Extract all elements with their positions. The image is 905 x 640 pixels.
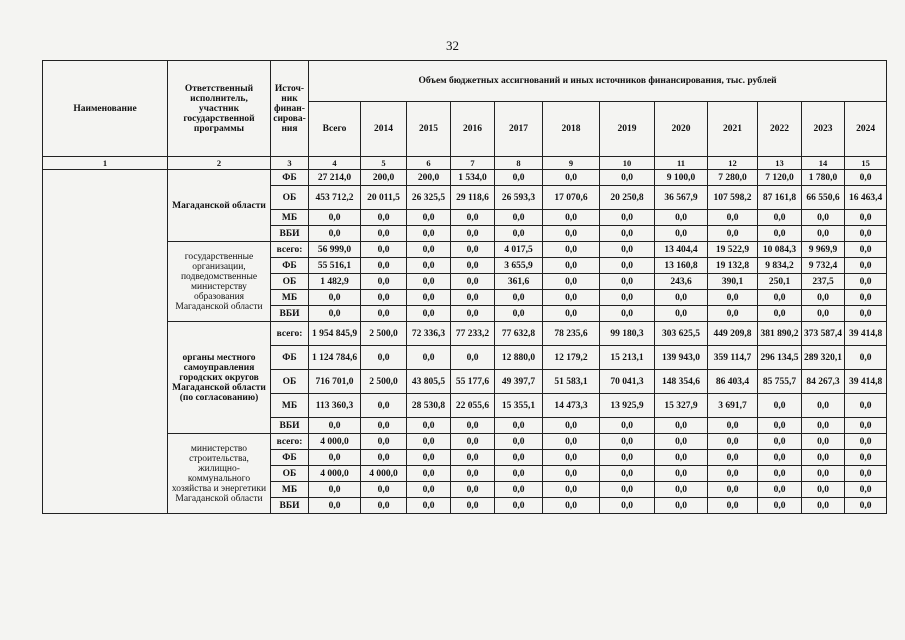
value-cell: 243,6 [655,274,708,290]
value-cell: 0,0 [845,210,887,226]
value-cell: 0,0 [600,210,655,226]
value-cell: 0,0 [758,394,802,418]
value-cell: 0,0 [845,290,887,306]
value-cell: 0,0 [543,290,600,306]
value-cell: 0,0 [845,242,887,258]
value-cell: 296 134,5 [758,346,802,370]
value-cell: 0,0 [543,170,600,186]
value-cell: 0,0 [407,434,451,450]
value-cell: 373 587,4 [802,322,845,346]
column-index: 5 [361,157,407,170]
value-cell: 0,0 [845,346,887,370]
value-cell: 0,0 [802,394,845,418]
source-cell: ОБ [271,186,309,210]
executor-cell: министерство строительства, жилищно-коммунального хозяйства и энергетики Магаданской области [168,434,271,514]
value-cell: 39 414,8 [845,322,887,346]
column-index: 13 [758,157,802,170]
value-cell: 0,0 [451,450,495,466]
value-cell: 7 280,0 [708,170,758,186]
value-cell: 1 124 784,6 [309,346,361,370]
value-cell: 0,0 [451,346,495,370]
value-cell: 0,0 [600,498,655,514]
value-cell: 0,0 [495,418,543,434]
value-cell: 0,0 [845,450,887,466]
header-executor: Ответственный исполнитель, участник государственной программы [168,61,271,157]
value-cell: 4 000,0 [361,466,407,482]
value-cell: 56 999,0 [309,242,361,258]
source-cell: МБ [271,290,309,306]
value-cell: 0,0 [361,434,407,450]
header-year: 2018 [543,102,600,157]
value-cell: 15 327,9 [655,394,708,418]
value-cell: 0,0 [309,418,361,434]
value-cell: 0,0 [802,466,845,482]
value-cell: 86 403,4 [708,370,758,394]
value-cell: 0,0 [361,290,407,306]
value-cell: 0,0 [543,274,600,290]
value-cell: 200,0 [361,170,407,186]
column-index: 7 [451,157,495,170]
value-cell: 78 235,6 [543,322,600,346]
value-cell: 13 160,8 [655,258,708,274]
value-cell: 0,0 [543,306,600,322]
value-cell: 0,0 [543,450,600,466]
value-cell: 381 890,2 [758,322,802,346]
value-cell: 250,1 [758,274,802,290]
value-cell: 0,0 [361,306,407,322]
value-cell: 55 516,1 [309,258,361,274]
value-cell: 20 011,5 [361,186,407,210]
value-cell: 0,0 [361,226,407,242]
value-cell: 0,0 [600,290,655,306]
name-cell [43,170,168,514]
value-cell: 0,0 [758,290,802,306]
source-cell: всего: [271,322,309,346]
value-cell: 716 701,0 [309,370,361,394]
value-cell: 0,0 [543,242,600,258]
value-cell: 0,0 [407,482,451,498]
value-cell: 36 567,9 [655,186,708,210]
value-cell: 0,0 [309,450,361,466]
value-cell: 0,0 [495,498,543,514]
value-cell: 0,0 [407,346,451,370]
value-cell: 0,0 [407,418,451,434]
page-number: 32 [446,38,459,53]
value-cell: 237,5 [802,274,845,290]
value-cell: 0,0 [655,450,708,466]
value-cell: 0,0 [845,498,887,514]
value-cell: 0,0 [543,482,600,498]
value-cell: 0,0 [708,450,758,466]
column-index: 4 [309,157,361,170]
value-cell: 0,0 [708,434,758,450]
value-cell: 0,0 [407,226,451,242]
value-cell: 66 550,6 [802,186,845,210]
header-year: 2019 [600,102,655,157]
table-row [43,322,887,346]
value-cell: 0,0 [451,210,495,226]
column-index: 12 [708,157,758,170]
value-cell: 0,0 [495,482,543,498]
value-cell: 0,0 [758,226,802,242]
value-cell: 0,0 [802,290,845,306]
value-cell: 13 404,4 [655,242,708,258]
value-cell: 0,0 [758,498,802,514]
value-cell: 0,0 [407,450,451,466]
value-cell: 449 209,8 [708,322,758,346]
value-cell: 0,0 [708,418,758,434]
source-cell: ВБИ [271,226,309,242]
value-cell: 0,0 [309,290,361,306]
column-index: 14 [802,157,845,170]
value-cell: 0,0 [708,498,758,514]
value-cell: 0,0 [802,450,845,466]
value-cell: 0,0 [802,306,845,322]
value-cell: 0,0 [845,394,887,418]
source-cell: ВБИ [271,418,309,434]
value-cell: 0,0 [309,226,361,242]
header-funding: Объем бюджетных ассигнований и иных источников финансирования, тыс. рублей [309,61,887,102]
value-cell: 0,0 [845,170,887,186]
value-cell: 0,0 [600,258,655,274]
header-year: 2022 [758,102,802,157]
source-cell: ОБ [271,370,309,394]
header-name: Наименование [43,61,168,157]
value-cell: 12 179,2 [543,346,600,370]
value-cell: 1 954 845,9 [309,322,361,346]
value-cell: 0,0 [361,346,407,370]
header-year: Всего [309,102,361,157]
value-cell: 0,0 [708,466,758,482]
value-cell: 113 360,3 [309,394,361,418]
source-cell: ОБ [271,466,309,482]
executor-cell: государственные организации, подведомственные министерству образования Магаданской области [168,242,271,322]
value-cell: 0,0 [407,466,451,482]
header-year: 2017 [495,102,543,157]
source-cell: МБ [271,394,309,418]
value-cell: 0,0 [802,498,845,514]
value-cell: 16 463,4 [845,186,887,210]
value-cell: 13 925,9 [600,394,655,418]
header-year: 2015 [407,102,451,157]
value-cell: 0,0 [451,274,495,290]
value-cell: 0,0 [361,274,407,290]
value-cell: 4 000,0 [309,466,361,482]
value-cell: 0,0 [361,482,407,498]
value-cell: 0,0 [845,306,887,322]
value-cell: 0,0 [600,242,655,258]
value-cell: 12 880,0 [495,346,543,370]
value-cell: 0,0 [845,466,887,482]
value-cell: 0,0 [758,434,802,450]
executor-cell: органы местного самоуправления городских округов Магаданской области (по согласованию) [168,322,271,434]
value-cell: 0,0 [495,290,543,306]
value-cell: 107 598,2 [708,186,758,210]
value-cell: 0,0 [309,482,361,498]
value-cell: 0,0 [543,434,600,450]
value-cell: 0,0 [600,450,655,466]
value-cell: 0,0 [708,226,758,242]
value-cell: 0,0 [543,258,600,274]
source-cell: ФБ [271,450,309,466]
value-cell: 0,0 [758,210,802,226]
source-cell: ФБ [271,346,309,370]
value-cell: 453 712,2 [309,186,361,210]
value-cell: 0,0 [309,210,361,226]
value-cell: 0,0 [708,306,758,322]
value-cell: 26 325,5 [407,186,451,210]
value-cell: 0,0 [845,482,887,498]
value-cell: 3 691,7 [708,394,758,418]
value-cell: 0,0 [451,306,495,322]
value-cell: 0,0 [495,306,543,322]
source-cell: ОБ [271,274,309,290]
value-cell: 0,0 [600,226,655,242]
value-cell: 0,0 [309,306,361,322]
column-index: 3 [271,157,309,170]
value-cell: 0,0 [708,482,758,498]
value-cell: 148 354,6 [655,370,708,394]
value-cell: 0,0 [407,210,451,226]
value-cell: 3 655,9 [495,258,543,274]
value-cell: 0,0 [845,418,887,434]
value-cell: 15 355,1 [495,394,543,418]
value-cell: 200,0 [407,170,451,186]
value-cell: 27 214,0 [309,170,361,186]
header-year: 2016 [451,102,495,157]
value-cell: 0,0 [655,434,708,450]
value-cell: 1 482,9 [309,274,361,290]
value-cell: 7 120,0 [758,170,802,186]
value-cell: 0,0 [361,418,407,434]
value-cell: 0,0 [758,482,802,498]
value-cell: 0,0 [802,226,845,242]
value-cell: 0,0 [451,434,495,450]
value-cell: 0,0 [655,466,708,482]
header-year: 2020 [655,102,708,157]
value-cell: 72 336,3 [407,322,451,346]
value-cell: 0,0 [600,170,655,186]
value-cell: 20 250,8 [600,186,655,210]
header-year: 2023 [802,102,845,157]
value-cell: 0,0 [361,242,407,258]
value-cell: 0,0 [451,466,495,482]
value-cell: 0,0 [758,418,802,434]
source-cell: всего: [271,434,309,450]
value-cell: 0,0 [451,418,495,434]
value-cell: 0,0 [655,226,708,242]
value-cell: 0,0 [407,306,451,322]
value-cell: 0,0 [845,258,887,274]
value-cell: 19 522,9 [708,242,758,258]
value-cell: 303 625,5 [655,322,708,346]
value-cell: 0,0 [845,274,887,290]
value-cell: 0,0 [655,418,708,434]
value-cell: 1 534,0 [451,170,495,186]
column-index: 8 [495,157,543,170]
value-cell: 77 233,2 [451,322,495,346]
value-cell: 0,0 [407,258,451,274]
value-cell: 0,0 [407,274,451,290]
value-cell: 0,0 [802,482,845,498]
value-cell: 0,0 [802,210,845,226]
column-index: 1 [43,157,168,170]
value-cell: 0,0 [708,210,758,226]
value-cell: 77 632,8 [495,322,543,346]
value-cell: 0,0 [802,418,845,434]
value-cell: 0,0 [361,450,407,466]
value-cell: 0,0 [451,258,495,274]
column-index: 9 [543,157,600,170]
value-cell: 0,0 [655,482,708,498]
value-cell: 0,0 [802,434,845,450]
value-cell: 0,0 [451,242,495,258]
value-cell: 19 132,8 [708,258,758,274]
source-cell: ФБ [271,170,309,186]
column-index: 2 [168,157,271,170]
source-cell: ФБ [271,258,309,274]
value-cell: 0,0 [407,242,451,258]
value-cell: 28 530,8 [407,394,451,418]
value-cell: 0,0 [600,434,655,450]
budget-table [42,60,887,514]
value-cell: 0,0 [361,498,407,514]
value-cell: 85 755,7 [758,370,802,394]
source-cell: всего: [271,242,309,258]
value-cell: 14 473,3 [543,394,600,418]
source-cell: ВБИ [271,498,309,514]
value-cell: 0,0 [758,450,802,466]
value-cell: 22 055,6 [451,394,495,418]
value-cell: 55 177,6 [451,370,495,394]
value-cell: 0,0 [600,466,655,482]
value-cell: 39 414,8 [845,370,887,394]
value-cell: 4 017,5 [495,242,543,258]
value-cell: 0,0 [451,482,495,498]
value-cell: 0,0 [845,434,887,450]
table-row [43,170,887,186]
value-cell: 2 500,0 [361,370,407,394]
value-cell: 87 161,8 [758,186,802,210]
source-cell: ВБИ [271,306,309,322]
value-cell: 9 732,4 [802,258,845,274]
value-cell: 0,0 [451,498,495,514]
value-cell: 1 780,0 [802,170,845,186]
value-cell: 0,0 [655,498,708,514]
value-cell: 0,0 [543,498,600,514]
value-cell: 390,1 [708,274,758,290]
value-cell: 0,0 [495,210,543,226]
value-cell: 9 969,9 [802,242,845,258]
value-cell: 0,0 [845,226,887,242]
column-index: 6 [407,157,451,170]
value-cell: 0,0 [708,290,758,306]
value-cell: 139 943,0 [655,346,708,370]
value-cell: 15 213,1 [600,346,655,370]
value-cell: 9 100,0 [655,170,708,186]
header-year: 2014 [361,102,407,157]
value-cell: 0,0 [600,418,655,434]
value-cell: 0,0 [407,290,451,306]
value-cell: 0,0 [600,274,655,290]
value-cell: 361,6 [495,274,543,290]
value-cell: 10 084,3 [758,242,802,258]
value-cell: 0,0 [600,306,655,322]
column-index: 15 [845,157,887,170]
value-cell: 29 118,6 [451,186,495,210]
value-cell: 0,0 [495,170,543,186]
value-cell: 26 593,3 [495,186,543,210]
value-cell: 0,0 [543,466,600,482]
value-cell: 0,0 [451,226,495,242]
value-cell: 0,0 [495,466,543,482]
value-cell: 0,0 [407,498,451,514]
value-cell: 0,0 [543,226,600,242]
value-cell: 2 500,0 [361,322,407,346]
value-cell: 0,0 [758,306,802,322]
header-year: 2021 [708,102,758,157]
value-cell: 0,0 [309,498,361,514]
value-cell: 0,0 [758,466,802,482]
value-cell: 0,0 [543,210,600,226]
value-cell: 289 320,1 [802,346,845,370]
value-cell: 49 397,7 [495,370,543,394]
table-row [43,434,887,450]
value-cell: 84 267,3 [802,370,845,394]
value-cell: 43 805,5 [407,370,451,394]
source-cell: МБ [271,210,309,226]
value-cell: 51 583,1 [543,370,600,394]
header-source: Источ-ник финан-сирова-ния [271,61,309,157]
value-cell: 0,0 [543,418,600,434]
value-cell: 0,0 [600,482,655,498]
value-cell: 99 180,3 [600,322,655,346]
value-cell: 0,0 [655,290,708,306]
value-cell: 0,0 [361,258,407,274]
executor-cell: Магаданской области [168,170,271,242]
value-cell: 0,0 [361,210,407,226]
column-index: 10 [600,157,655,170]
column-index: 11 [655,157,708,170]
value-cell: 0,0 [495,434,543,450]
table-row [43,242,887,258]
source-cell: МБ [271,482,309,498]
value-cell: 4 000,0 [309,434,361,450]
value-cell: 0,0 [655,210,708,226]
value-cell: 17 070,6 [543,186,600,210]
value-cell: 0,0 [495,226,543,242]
value-cell: 70 041,3 [600,370,655,394]
value-cell: 9 834,2 [758,258,802,274]
header-year: 2024 [845,102,887,157]
value-cell: 359 114,7 [708,346,758,370]
value-cell: 0,0 [495,450,543,466]
value-cell: 0,0 [451,290,495,306]
value-cell: 0,0 [361,394,407,418]
value-cell: 0,0 [655,306,708,322]
